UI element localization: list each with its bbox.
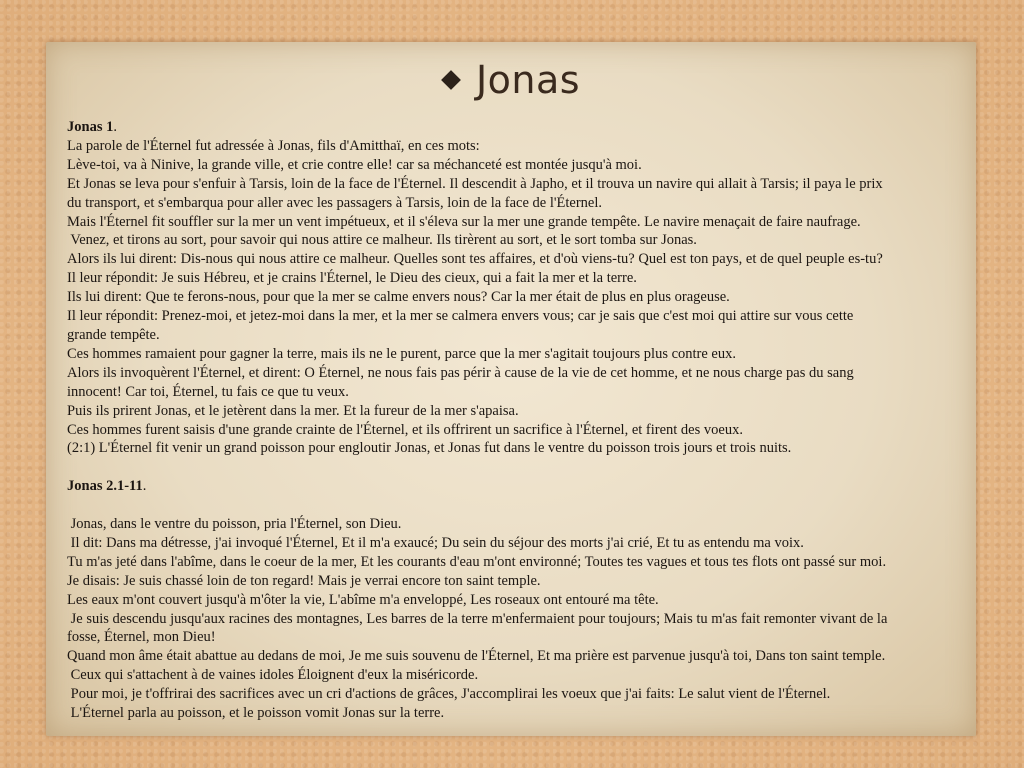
text-line: Il dit: Dans ma détresse, j'ai invoqué l'Éternel, Et il m'a exaucé; Du sein du séjour des morts j'ai crié, Et tu as entendu ma voix. xyxy=(67,534,804,551)
text-line: Pour moi, je t'offrirai des sacrifices avec un cri d'actions de grâces, J'accomplirai les voeux que j'ai faits: Le salut vient de l'Éternel. xyxy=(67,686,831,703)
text-line: fosse, Éternel, mon Dieu! xyxy=(67,629,216,646)
scripture-text xyxy=(67,118,977,723)
text-line: Ces hommes furent saisis d'une grande crainte de l'Éternel, et ils offrirent un sacrifice à l'Éternel, et firent des voeux. xyxy=(67,421,743,438)
text-line: Les eaux m'ont couvert jusqu'à m'ôter la vie, L'abîme m'a enveloppé, Les roseaux ont entouré ma tête. xyxy=(67,591,659,608)
title-row xyxy=(0,58,1024,102)
text-line: Mais l'Éternel fit souffler sur la mer un vent impétueux, et il s'éleva sur la mer une grande tempête. Le navire menaçait de faire naufrage. xyxy=(67,213,861,230)
text-line: Je suis descendu jusqu'aux racines des montagnes, Les barres de la terre m'enfermaient pour toujours; Mais tu m'as fait remonter vivant de la xyxy=(67,610,888,627)
text-line: Ils lui dirent: Que te ferons-nous, pour que la mer se calme envers nous? Car la mer était de plus en plus orageuse. xyxy=(67,289,730,306)
text-line: du transport, et s'embarqua pour aller avec les passagers à Tarsis, loin de la face de l'Éternel. xyxy=(67,194,602,211)
text-line: Alors ils lui dirent: Dis-nous qui nous attire ce malheur. Quelles sont tes affaires, et d'où viens-tu? Quel est ton pays, et de quel peuple es-tu? xyxy=(67,251,883,268)
diamond-bullet-icon xyxy=(441,70,461,90)
text-line: Ces hommes ramaient pour gagner la terre, mais ils ne le purent, parce que la mer s'agitait toujours plus contre eux. xyxy=(67,345,736,362)
text-line: Ceux qui s'attachent à de vaines idoles Éloignent d'eux la miséricorde. xyxy=(67,667,479,684)
text-line: Venez, et tirons au sort, pour savoir qui nous attire ce malheur. Ils tirèrent au sort, et le sort tomba sur Jonas. xyxy=(67,232,697,249)
section-2-body xyxy=(67,515,977,723)
text-line: La parole de l'Éternel fut adressée à Jonas, fils d'Amitthaï, en ces mots: xyxy=(67,137,480,154)
text-line: Je disais: Je suis chassé loin de ton regard! Mais je verrai encore ton saint temple. xyxy=(67,572,541,589)
text-line: Alors ils invoquèrent l'Éternel, et dirent: O Éternel, ne nous fais pas périr à cause de la vie de cet homme, et ne nous charge pas du sang xyxy=(67,364,854,381)
spacer xyxy=(67,458,977,477)
text-line: Lève-toi, va à Ninive, la grande ville, et crie contre elle! car sa méchanceté est montée jusqu'à moi. xyxy=(67,156,642,173)
text-line: L'Éternel parla au poisson, et le poisson vomit Jonas sur la terre. xyxy=(67,705,445,722)
page-title: Jonas xyxy=(475,58,581,102)
text-line: Il leur répondit: Prenez-moi, et jetez-moi dans la mer, et la mer se calmera envers vous; car je sais que c'est moi qui attire sur vous cette xyxy=(67,308,854,325)
text-line: Il leur répondit: Je suis Hébreu, et je crains l'Éternel, le Dieu des cieux, qui a fait la mer et la terre. xyxy=(67,270,637,287)
text-line: Puis ils prirent Jonas, et le jetèrent dans la mer. Et la fureur de la mer s'apaisa. xyxy=(67,402,519,419)
text-line: grande tempête. xyxy=(67,326,160,343)
section-heading-1: Jonas 1. xyxy=(67,119,117,135)
text-line: Jonas, dans le ventre du poisson, pria l'Éternel, son Dieu. xyxy=(67,516,402,532)
text-line: Quand mon âme était abattue au dedans de moi, Je me suis souvenu de l'Éternel, Et ma prière est parvenue jusqu'à toi, Dans ton saint temple. xyxy=(67,648,886,665)
section-1-body xyxy=(67,137,977,458)
spacer xyxy=(67,496,977,515)
text-line: (2:1) L'Éternel fit venir un grand poisson pour engloutir Jonas, et Jonas fut dans le ventre du poisson trois jours et trois nuits. xyxy=(67,440,792,457)
text-line: Tu m'as jeté dans l'abîme, dans le coeur de la mer, Et les courants d'eau m'ont environné; Toutes tes vagues et tous tes flots ont passé sur moi. xyxy=(67,553,887,570)
section-heading-2: Jonas 2.1-11. xyxy=(67,478,147,495)
text-line: Et Jonas se leva pour s'enfuir à Tarsis, loin de la face de l'Éternel. Il descendit à Japho, et il trouva un navire qui allait à Tarsis; il paya le prix xyxy=(67,175,883,192)
text-line: innocent! Car toi, Éternel, tu fais ce que tu veux. xyxy=(67,383,349,400)
